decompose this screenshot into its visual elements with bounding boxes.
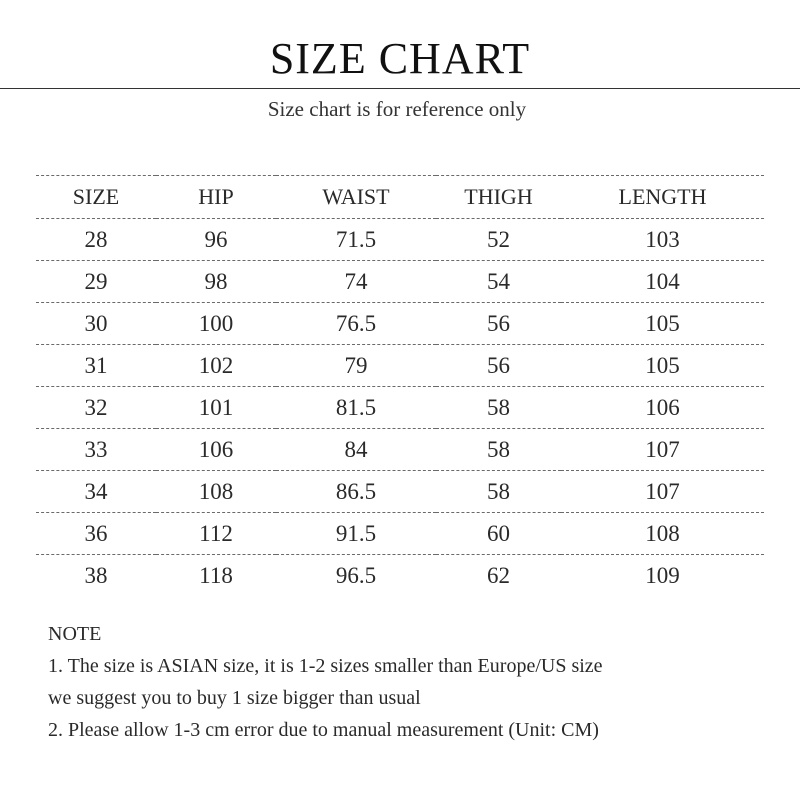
page-subtitle: Size chart is for reference only — [267, 97, 527, 121]
cell-size: 31 — [36, 345, 156, 387]
header-hip: HIP — [156, 176, 276, 219]
cell-size: 33 — [36, 429, 156, 471]
cell-hip: 102 — [156, 345, 276, 387]
cell-waist: 79 — [276, 345, 436, 387]
cell-thigh: 58 — [436, 387, 561, 429]
table-row — [36, 261, 764, 303]
cell-length: 109 — [645, 562, 680, 588]
title-divider — [0, 88, 800, 89]
cell-length: 105 — [561, 303, 764, 345]
cell-size: 36 — [36, 513, 156, 555]
cell-size: 30 — [36, 303, 156, 345]
table-row — [36, 303, 764, 345]
table-row — [36, 555, 764, 597]
cell-waist: 74 — [276, 261, 436, 303]
cell-hip: 106 — [156, 429, 276, 471]
cell-waist: 71.5 — [276, 219, 436, 261]
cell-thigh: 58 — [436, 429, 561, 471]
cell-hip: 118 — [199, 562, 233, 588]
cell-hip: 96 — [156, 219, 276, 261]
cell-hip: 101 — [156, 387, 276, 429]
cell-length: 106 — [561, 387, 764, 429]
cell-waist: 76.5 — [276, 303, 436, 345]
header-length: LENGTH — [561, 176, 764, 219]
table-row — [36, 219, 764, 261]
cell-length: 107 — [561, 471, 764, 513]
cell-waist: 96.5 — [335, 562, 377, 588]
cell-waist: 91.5 — [276, 513, 436, 555]
cell-size: 34 — [36, 471, 156, 513]
cell-hip: 108 — [156, 471, 276, 513]
note-line: 1. The size is ASIAN size, it is 1-2 sizes smaller than Europe/US size — [48, 655, 603, 677]
cell-length: 107 — [561, 429, 764, 471]
cell-thigh: 56 — [436, 303, 561, 345]
cell-length: 105 — [561, 345, 764, 387]
cell-length: 108 — [561, 513, 764, 555]
header-thigh: THIGH — [436, 176, 561, 219]
header-size: SIZE — [36, 176, 156, 219]
cell-thigh: 52 — [436, 219, 561, 261]
table-header-row — [36, 176, 764, 219]
cell-thigh: 54 — [436, 261, 561, 303]
notes-section — [48, 618, 768, 746]
page-title: SIZE CHART — [269, 34, 531, 83]
cell-thigh: 62 — [487, 562, 510, 588]
cell-waist: 84 — [276, 429, 436, 471]
table-row — [36, 429, 764, 471]
size-table — [36, 175, 764, 596]
cell-length: 103 — [561, 219, 764, 261]
cell-size: 32 — [36, 387, 156, 429]
note-line: we suggest you to buy 1 size bigger than usual — [48, 687, 421, 709]
cell-size: 28 — [36, 219, 156, 261]
cell-hip: 98 — [156, 261, 276, 303]
cell-hip: 112 — [156, 513, 276, 555]
cell-waist: 81.5 — [276, 387, 436, 429]
cell-thigh: 56 — [436, 345, 561, 387]
table-row — [36, 387, 764, 429]
notes-heading: NOTE — [48, 623, 102, 645]
table-row — [36, 513, 764, 555]
header-waist: WAIST — [276, 176, 436, 219]
cell-thigh: 58 — [436, 471, 561, 513]
cell-hip: 100 — [156, 303, 276, 345]
table-row — [36, 471, 764, 513]
note-line: 2. Please allow 1-3 cm error due to manual measurement (Unit: CM) — [48, 719, 599, 741]
cell-length: 104 — [561, 261, 764, 303]
cell-size: 29 — [36, 261, 156, 303]
cell-waist: 86.5 — [276, 471, 436, 513]
cell-size: 38 — [84, 562, 108, 588]
cell-thigh: 60 — [436, 513, 561, 555]
table-row — [36, 345, 764, 387]
